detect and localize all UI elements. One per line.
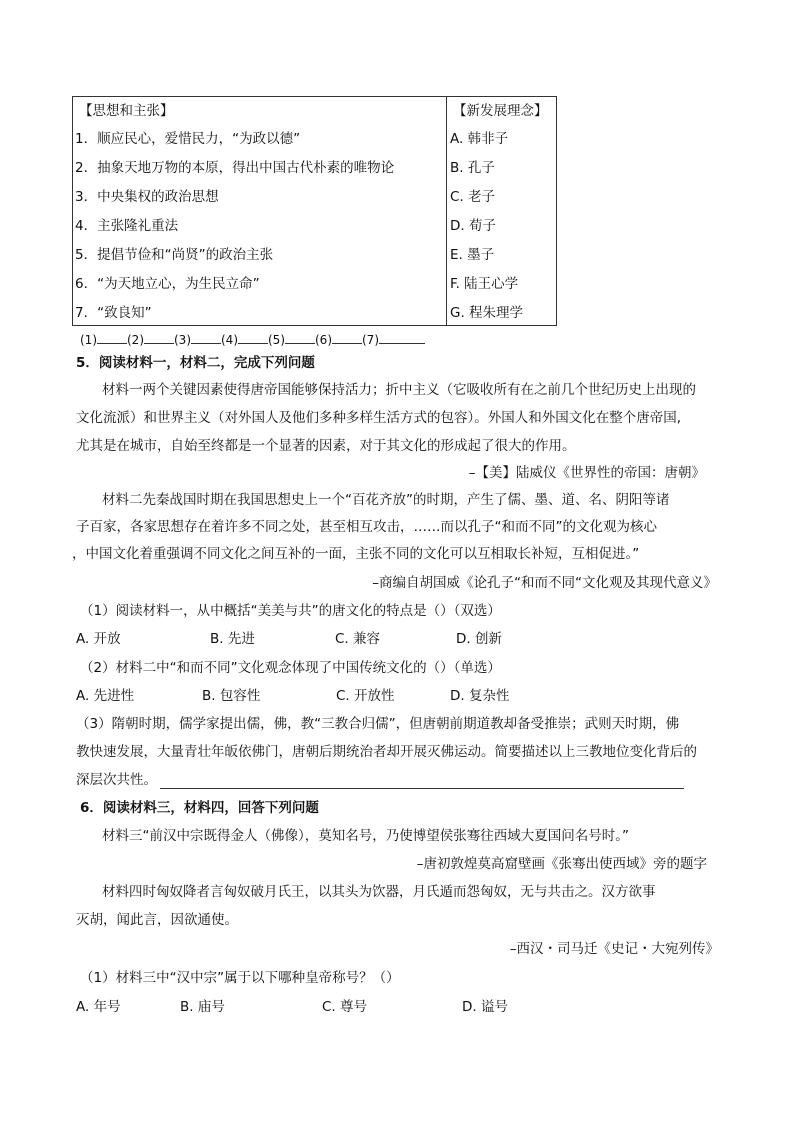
q5-sub2-option[interactable]: D. 复杂性 [450,688,510,704]
q5-title: 5．阅读材料一，材料二，完成下列问题 [76,355,315,371]
q6-sub1-option[interactable]: B. 庙号 [180,999,225,1015]
answer-blank[interactable] [144,331,174,344]
q5-material2-line: 子百家，各家思想存在着许多不同之处，甚至相互攻击，……而以孔子“和而不同”的文化观为核心 [76,519,657,535]
q5-sub2-option[interactable]: C. 开放性 [336,688,395,704]
table-divider [446,97,447,325]
q5-sub2-option[interactable]: A. 先进性 [76,688,135,704]
q5-material1-line: 尤其是在城市，自始至终都是一个显著的因素，对于其文化的形成起了很大的作用。 [76,438,576,454]
q5-material1-line: 文化流派）和世界主义（对外国人及他们多种多样生活方式的包容）。外国人和外国文化在整个唐帝国, [76,410,682,426]
left-item: 2．抽象天地万物的本原，得出中国古代朴素的唯物论 [75,160,395,176]
q6-sub1-option[interactable]: C. 尊号 [322,999,368,1015]
left-item: 6．“为天地立心，为生民立命” [75,276,260,292]
q5-answer-line[interactable] [160,787,684,789]
q5-sub2: （2）材料二中“和而不同”文化观念体现了中国传统文化的（）（单选） [80,660,501,676]
q5-sub3-line: （3）隋朝时期，儒学家提出儒，佛，教“三教合归儒”，但唐朝前期道教却备受推崇；武则天时期，佛 [76,716,680,732]
q6-material4-source: –西汉・司马迁《史记・大宛列传》 [509,941,719,957]
q5-sub1-option[interactable]: A. 开放 [76,631,121,647]
blank-label: (6) [315,333,332,347]
answer-blank[interactable] [238,331,268,344]
q5-material1-source: –【美】陆威仪《世界性的帝国：唐朝》 [468,465,705,481]
q5-sub3-line: 深层次共性。 [76,772,157,788]
right-item: C. 老子 [450,189,496,205]
q5-material2-source: –商编自胡国威《论孔子“和而不同“文化观及其现代意义》 [372,575,717,591]
left-item: 1．顺应民心，爱惜民力，“为政以德” [75,131,301,147]
q6-sub1-option[interactable]: A. 年号 [76,999,121,1015]
blank-label: (1) [80,333,97,347]
answer-blank[interactable] [191,331,221,344]
answer-blanks-row [80,331,425,347]
left-item: 4．主张隆礼重法 [75,218,179,234]
matching-table [72,96,557,326]
left-item: 5．提倡节俭和“尚贤”的政治主张 [75,247,274,263]
left-item: 3．中央集权的政治思想 [75,189,219,205]
right-item: F. 陆王心学 [450,276,519,292]
blank-label: (5) [268,333,285,347]
blank-label: (7) [362,333,379,347]
q6-material3-source: –唐初敦煌莫高窟壁画《张骞出使西域》旁的题字 [416,856,707,872]
right-item: B. 孔子 [450,160,495,176]
q6-material3: 材料三“前汉中宗既得金人（佛像），莫知名号，乃使博望侯张骞往西域大夏国问名号时。” [102,828,629,844]
q6-title: 6．阅读材料三，材料四，回答下列问题 [80,800,319,816]
left-header: 【思想和主张】 [79,103,174,119]
blank-label: (2) [127,333,144,347]
q5-sub1-option[interactable]: D. 创新 [456,631,502,647]
q5-sub1: （1）阅读材料一，从中概括“美美与共”的唐文化的特点是（）（双选） [80,603,501,619]
right-item: D. 荀子 [450,218,496,234]
blank-label: (3) [174,333,191,347]
q5-sub3-line: 教快速发展，大量青壮年皈依佛门，唐朝后期统治者却开展灭佛运动。简要描述以上三教地位变化背后的 [76,744,697,760]
q6-sub1-option[interactable]: D. 谥号 [462,999,508,1015]
q6-material4-line: 灭胡，闻此言，因欲通使。 [76,912,238,928]
q5-material1-line: 材料一两个关键因素使得唐帝国能够保持活力；折中主义（它吸收所有在之前几个世纪历史上出现的 [102,382,696,398]
right-item: G. 程朱理学 [450,305,524,321]
answer-blank[interactable] [332,331,362,344]
q5-sub2-option[interactable]: B. 包容性 [202,688,261,704]
q6-sub1: （1）材料三中“汉中宗”属于以下哪种皇帝称号？（） [80,970,400,986]
right-item: E. 墨子 [450,247,495,263]
q5-material2-line: ，中国文化着重强调不同文化之间互补的一面，主张不同的文化可以互相取长补短，互相促进。” [72,546,640,562]
answer-blank[interactable] [97,331,127,344]
answer-blank[interactable] [379,331,425,344]
blank-label: (4) [221,333,238,347]
right-header: 【新发展理念】 [453,103,548,119]
q5-sub1-option[interactable]: C. 兼容 [335,631,381,647]
answer-blank[interactable] [285,331,315,344]
q6-material4-line: 材料四时匈奴降者言匈奴破月氏王，以其头为饮器，月氏遁而怨匈奴，无与共击之。汉方欲事 [102,884,656,900]
q5-sub1-option[interactable]: B. 先进 [210,631,255,647]
right-item: A. 韩非子 [450,131,509,147]
q5-material2-line: 材料二先秦战国时期在我国思想史上一个“百花齐放”的时期，产生了儒、墨、道、名、阴阳等诸 [102,492,670,508]
left-item: 7．“致良知” [75,305,152,321]
